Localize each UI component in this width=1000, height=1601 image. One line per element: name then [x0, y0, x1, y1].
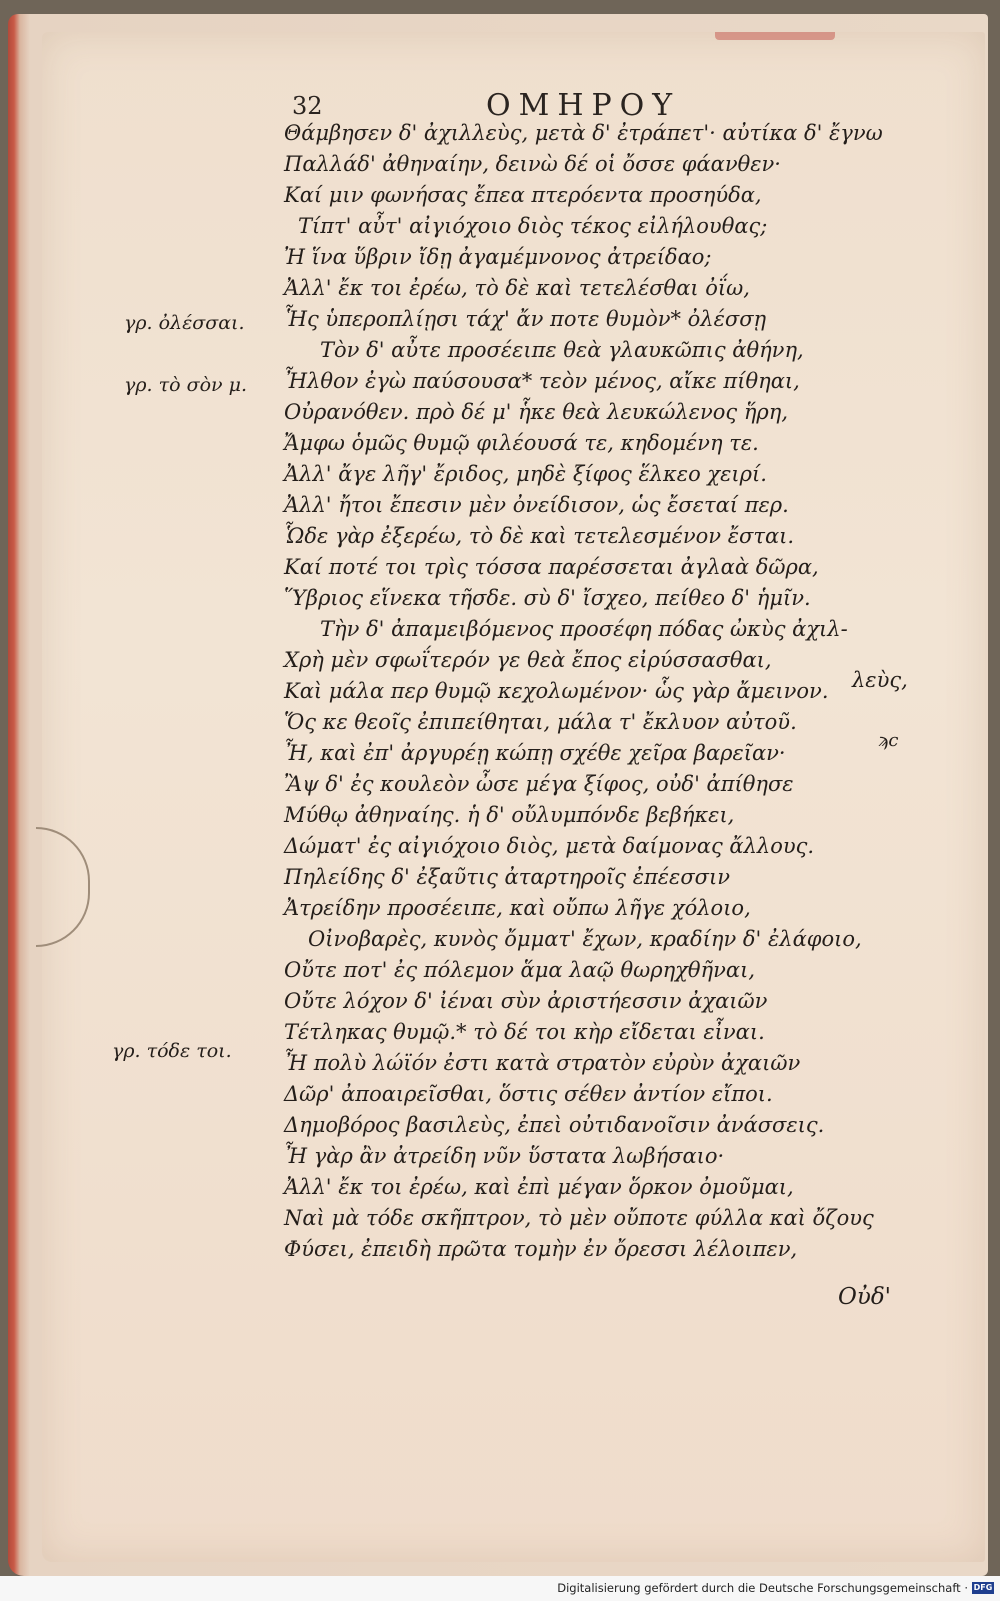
verse-line: Ἦλθον ἐγὼ παύσουσα* τεὸν μένος, αἴκε πίθηαι, [284, 369, 800, 393]
verse-line: Δώματ' ἐς αἰγιόχοιο διὸς, μετὰ δαίμονας ἄλλους. [284, 834, 815, 858]
verse-line: Δημοβόρος βασιλεὺς, ἐπεὶ οὐτιδανοῖσιν ἀνάσσεις. [284, 1113, 825, 1137]
verse-line: Ἦ πολὺ λώϊόν ἐστι κατὰ στρατὸν εὐρὺν ἀχαιῶν [284, 1051, 801, 1075]
verse-line: Ὅς κε θεοῖς ἐπιπείθηται, μάλα τ' ἔκλυον αὐτοῦ. [284, 710, 797, 734]
verse-line: Ἧς ὑπεροπλίῃσι τάχ' ἄν ποτε θυμὸν* ὀλέσσῃ [284, 307, 767, 331]
verse-line: Πηλείδης δ' ἐξαῦτις ἀταρτηροῖς ἐπέεσσιν [284, 865, 730, 889]
verse-line: Μύθῳ ἀθηναίης. ἡ δ' οὔλυμπόνδε βεβήκει, [284, 803, 735, 827]
red-edge-stain [715, 32, 835, 40]
verse-line: Χρὴ μὲν σφωΐτερόν γε θεὰ ἔπος εἰρύσσασθαι, [284, 648, 772, 672]
verse-line: Οὔτε λόχον δ' ἰέναι σὺν ἀριστήεσσιν ἀχαιῶν [284, 989, 768, 1013]
verse-text-block [284, 118, 934, 1265]
marginal-note: γρ. τὸ σὸν μ. [124, 374, 247, 396]
verse-line: Δῶρ' ἀποαιρεῖσθαι, ὅστις σέθεν ἀντίον εἴποι. [284, 1082, 773, 1106]
verse-line: Καί ποτέ τοι τρὶς τόσσα παρέσσεται ἀγλαὰ δῶρα, [284, 555, 819, 579]
verse-line: Ναὶ μὰ τόδε σκῆπτρον, τὸ μὲν οὔποτε φύλλα καὶ ὄζους [284, 1206, 874, 1230]
verse-line: Ἄμφω ὁμῶς θυμῷ φιλέουσά τε, κηδομένη τε. [284, 431, 759, 455]
verse-line: Φύσει, ἐπειδὴ πρῶτα τομὴν ἐν ὄρεσσι λέλοιπεν, [284, 1237, 798, 1261]
verse-line: Ὧδε γὰρ ἐξερέω, τὸ δὲ καὶ τετελεσμένον ἔσται. [284, 524, 795, 548]
verse-line: Τὴν δ' ἀπαμειβόμενος προσέφη πόδας ὠκὺς ἀχιλ- [320, 617, 848, 641]
digitization-footer [0, 1576, 1000, 1601]
verse-line: Τίπτ' αὖτ' αἰγιόχοιο διὸς τέκος εἰλήλουθας; [298, 214, 768, 238]
verse-line: Ἀλλ' ἤτοι ἔπεσιν μὲν ὀνείδισον, ὡς ἔσεταί περ. [284, 493, 789, 517]
verse-line: Οἰνοβαρὲς, κυνὸς ὄμματ' ἔχων, κραδίην δ' ἐλάφοιο, [308, 927, 862, 951]
page-number: 32 [292, 92, 323, 120]
verse-line: Ἦ γὰρ ἂν ἀτρείδη νῦν ὕστατα λωβήσαιο· [284, 1144, 725, 1168]
marginal-note: γρ. ὀλέσσαι. [124, 312, 245, 334]
verse-line: Ἀτρείδην προσέειπε, καὶ οὔπω λῆγε χόλοιο, [284, 896, 751, 920]
verse-line: Καί μιν φωνήσας ἔπεα πτερόεντα προσηύδα, [284, 183, 762, 207]
verse-line: Τέτληκας θυμῷ.* τὸ δέ τοι κὴρ εἴδεται εἶναι. [284, 1020, 765, 1044]
verse-line: Ἀλλ' ἄγε λῆγ' ἔριδος, μηδὲ ξίφος ἕλκεο χειρί. [284, 462, 767, 486]
verse-line: Οὐρανόθεν. πρὸ δέ μ' ἧκε θεὰ λευκώλενος ἥρη, [284, 400, 789, 424]
catchword: Οὐδ' [838, 1284, 892, 1310]
verse-line: Ἀλλ' ἔκ τοι ἐρέω, καὶ ἐπὶ μέγαν ὅρκον ὀμοῦμαι, [284, 1175, 794, 1199]
verse-line: Οὔτε ποτ' ἐς πόλεμον ἅμα λαῷ θωρηχθῆναι, [284, 958, 755, 982]
verse-line: Θάμβησεν δ' ἀχιλλεὺς, μετὰ δ' ἐτράπετ'· αὐτίκα δ' ἔγνω [284, 121, 883, 145]
clasp-outline [36, 827, 90, 947]
footer-credit: Digitalisierung gefördert durch die Deutsche Forschungsgemeinschaft · [557, 1581, 968, 1595]
verse-line: Τὸν δ' αὖτε προσέειπε θεὰ γλαυκῶπις ἀθήνη, [320, 338, 804, 362]
verse-line: Ὕβριος εἵνεκα τῆσδε. σὺ δ' ἴσχεο, πείθεο δ' ἡμῖν. [284, 586, 811, 610]
dfg-logo: DFG [973, 1583, 993, 1592]
verse-continuation: λεὺς, [852, 668, 908, 692]
margin-mark: ϡϲ [878, 730, 899, 751]
verse-line: Παλλάδ' ἀθηναίην, δεινὼ δέ οἱ ὄσσε φάανθεν· [284, 152, 781, 176]
verse-line: Ἦ, καὶ ἐπ' ἀργυρέῃ κώπῃ σχέθε χεῖρα βαρεῖαν· [284, 741, 786, 765]
verse-line: Καὶ μάλα περ θυμῷ κεχολωμένον· ὧς γὰρ ἄμεινον. [284, 679, 829, 703]
marginal-note: γρ. τόδε τοι. [112, 1040, 232, 1062]
running-head: ΟΜΗΡΟΥ [486, 88, 681, 123]
verse-line: Ἂψ δ' ἐς κουλεὸν ὦσε μέγα ξίφος, οὐδ' ἀπίθησε [284, 772, 794, 796]
verse-line: Ἠ ἵνα ὕβριν ἴδῃ ἀγαμέμνονος ἀτρείδαο; [284, 245, 712, 269]
verse-line: Ἀλλ' ἔκ τοι ἐρέω, τὸ δὲ καὶ τετελέσθαι ὀΐω, [284, 276, 750, 300]
